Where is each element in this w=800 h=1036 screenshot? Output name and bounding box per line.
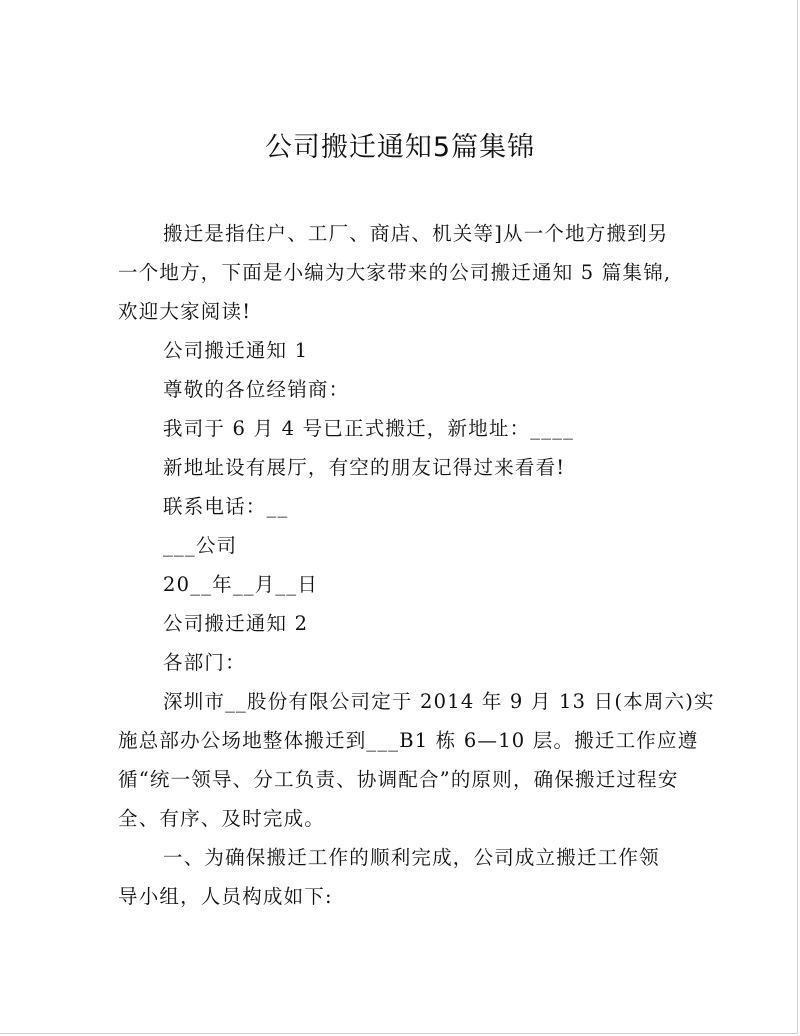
body-line: 一、为确保搬迁工作的顺利完成，公司成立搬迁工作领 (163, 846, 660, 869)
document-title: 公司搬迁通知5篇集锦 (264, 132, 536, 163)
body-line: 尊敬的各位经销商： (163, 378, 350, 401)
body-line: 各部门： (163, 651, 246, 674)
body-line: 全、有序、及时完成。 (118, 807, 326, 830)
body-line: 深圳市__股份有限公司定于 2014 年 9 月 13 日(本周六)实 (163, 690, 715, 713)
body-line: 循“统一领导、分工负责、协调配合”的原则，确保搬迁过程安 (118, 768, 679, 791)
body-line: 公司搬迁通知 2 (163, 612, 309, 635)
body-line: 一个地方，下面是小编为大家带来的公司搬迁通知 5 篇集锦, (118, 261, 672, 284)
document-body (118, 214, 715, 916)
body-line: 我司于 6 月 4 号已正式搬迁，新地址：____ (163, 417, 575, 440)
body-line: 施总部办公场地整体搬迁到___B1 栋 6—10 层。搬迁工作应遵 (118, 729, 699, 752)
body-line: 导小组，人员构成如下: (118, 885, 333, 908)
body-line: 联系电话：__ (163, 495, 289, 518)
body-line: 20__年__月__日 (163, 573, 319, 596)
body-line: 新地址设有展厅，有空的朋友记得过来看看! (163, 456, 566, 479)
body-line: 搬迁是指住户、工厂、商店、机关等]从一个地方搬到另 (163, 222, 669, 245)
body-line: ___公司 (163, 534, 238, 557)
body-line: 公司搬迁通知 1 (163, 339, 309, 362)
body-line: 欢迎大家阅读! (118, 300, 252, 323)
